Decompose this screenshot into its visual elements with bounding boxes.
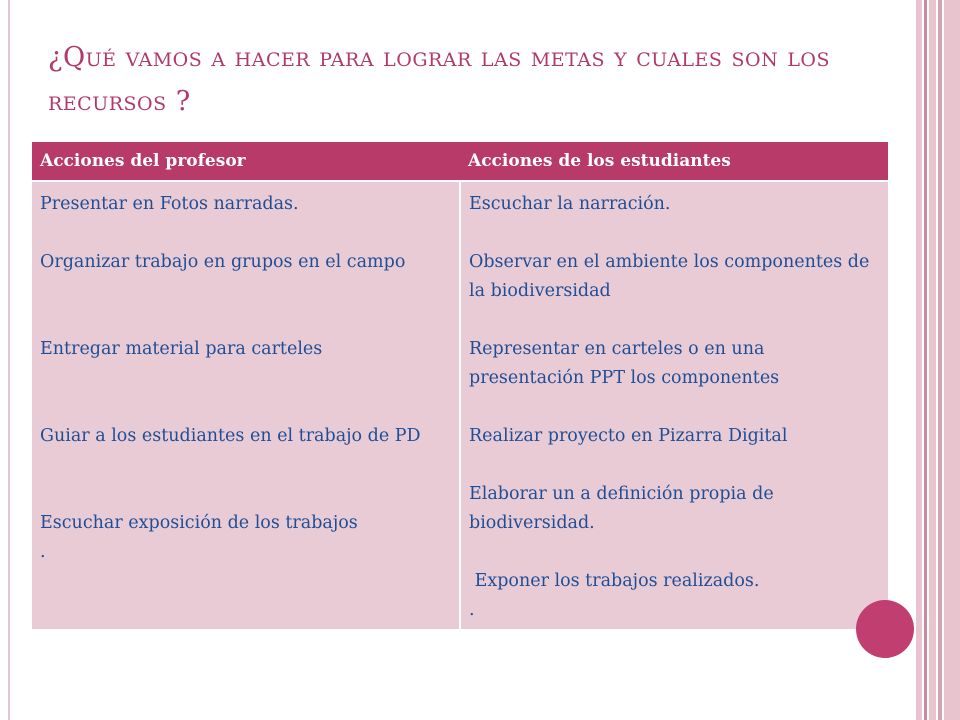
left-border-line (8, 0, 10, 720)
profesor-item: Guiar a los estudiantes en el trabajo de PD (40, 426, 421, 446)
decor-stripe (944, 0, 960, 720)
estudiantes-item: Exponer los trabajos realizados. (469, 571, 760, 591)
estudiantes-item: Realizar proyecto en Pizarra Digital (469, 426, 788, 446)
decor-stripe (916, 0, 922, 720)
estudiantes-item: Escuchar la narración. (469, 194, 671, 214)
decor-stripe (929, 0, 936, 720)
profesor-item: Escuchar exposición de los trabajos (40, 513, 358, 533)
decor-stripe (924, 0, 927, 720)
profesor-cell (32, 181, 460, 629)
profesor-item: . (40, 542, 46, 562)
header-profesor: Acciones del profesor (32, 142, 460, 181)
header-estudiantes: Acciones de los estudiantes (460, 142, 888, 181)
table-header-row (32, 142, 888, 181)
slide-title: ¿Qué vamos a hacer para lograr las metas y cuales son los recursos ? (48, 42, 831, 117)
profesor-item: Entregar material para carteles (40, 339, 323, 359)
decor-circle (856, 600, 914, 658)
table-row (32, 181, 888, 629)
actions-table (32, 142, 888, 629)
estudiantes-item: Observar en el ambiente los componentes de la biodiversidad (469, 252, 870, 301)
estudiantes-item: Representar en carteles o en una presentación PPT los componentes (469, 339, 780, 388)
decor-stripe (938, 0, 942, 720)
profesor-item: Presentar en Fotos narradas. (40, 194, 299, 214)
estudiantes-item: . (469, 600, 475, 620)
profesor-item: Organizar trabajo en grupos en el campo (40, 252, 406, 272)
estudiantes-item: Elaborar un a definición propia de biodiversidad. (469, 484, 774, 533)
estudiantes-cell (460, 181, 888, 629)
